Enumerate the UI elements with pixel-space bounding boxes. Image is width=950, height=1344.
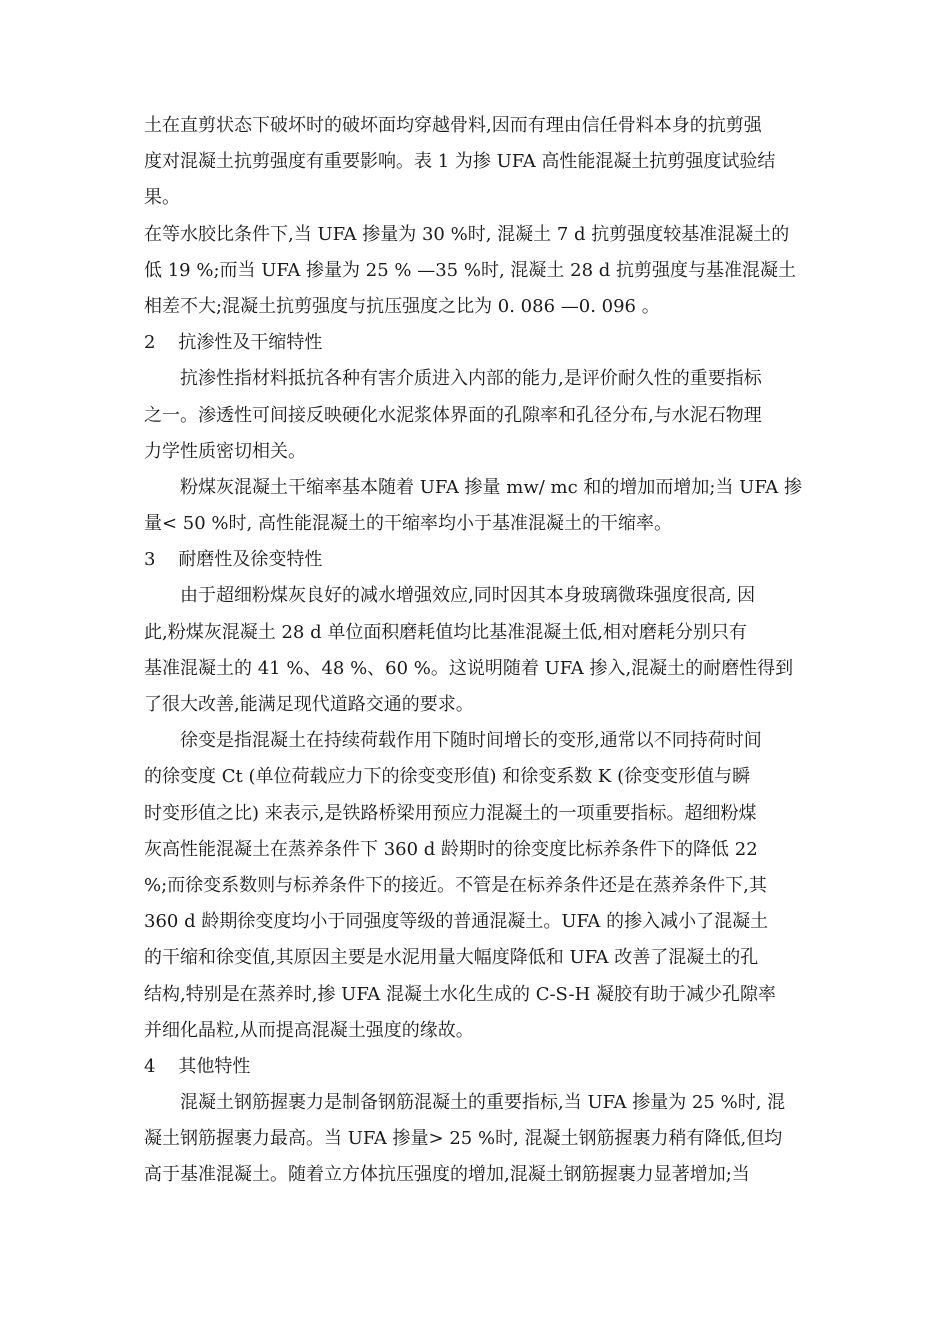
text-line: 凝土钢筋握裹力最高。当 UFA 掺量> 25 %时, 混凝土钢筋握裹力稍有降低,但均 [144, 1128, 783, 1150]
text-line: 土在直剪状态下破坏时的破坏面均穿越骨料,因而有理由信任骨料本身的抗剪强 [144, 115, 762, 136]
text-line: 的干缩和徐变值,其原因主要是水泥用量大幅度降低和 UFA 改善了混凝土的孔 [144, 947, 759, 969]
text-line: 360 d 龄期徐变度均小于同强度等级的普通混凝土。UFA 的掺入减小了混凝土 [144, 911, 769, 933]
text-line: 低 19 %;而当 UFA 掺量为 25 % —35 %时, 混凝土 28 d 抗剪强度与基准混凝土 [144, 259, 796, 281]
text-line: 时变形值之比) 来表示,是铁路桥梁用预应力混凝土的一项重要指标。超细粉煤 [144, 802, 757, 824]
text-line: 此,粉煤灰混凝土 28 d 单位面积磨耗值均比基准混凝土低,相对磨耗分别只有 [144, 621, 748, 643]
text-line: 量< 50 %时, 高性能混凝土的干缩率均小于基准混凝土的干缩率。 [144, 513, 672, 535]
text-line: 灰高性能混凝土在蒸养条件下 360 d 龄期时的徐变度比标养条件下的降低 22 [144, 838, 758, 860]
text-line: 度对混凝土抗剪强度有重要影响。表 1 为掺 UFA 高性能混凝土抗剪强度试验结 [144, 151, 776, 173]
document-body [144, 108, 808, 1194]
text-line: 果。 [144, 187, 180, 209]
section-heading: 3 耐磨性及徐变特性 [144, 549, 323, 571]
section-heading: 2 抗渗性及干缩特性 [144, 332, 323, 354]
text-line: 之一。渗透性可间接反映硬化水泥浆体界面的孔隙率和孔径分布,与水泥石物理 [144, 404, 762, 426]
text-line: 的徐变度 Ct (单位荷载应力下的徐变变形值) 和徐变系数 K (徐变变形值与瞬 [144, 766, 751, 788]
paragraph-first-line: 混凝土钢筋握裹力是制备钢筋混凝土的重要指标,当 UFA 掺量为 25 %时, 混 [180, 1092, 786, 1114]
paragraph-first-line: 由于超细粉煤灰良好的减水增强效应,同时因其本身玻璃微珠强度很高, 因 [180, 585, 756, 607]
text-line: 了很大改善,能满足现代道路交通的要求。 [144, 694, 474, 715]
text-line: 相差不大;混凝土抗剪强度与抗压强度之比为 0. 086 —0. 096 。 [144, 295, 660, 317]
paragraph-first-line: 抗渗性指材料抵抗各种有害介质进入内部的能力,是评价耐久性的重要指标 [180, 368, 762, 390]
section-heading: 4 其他特性 [144, 1055, 251, 1077]
paragraph-first-line: 粉煤灰混凝土干缩率基本随着 UFA 掺量 mw/ mc 和的增加而增加;当 UFA 掺 [180, 476, 802, 498]
text-line: 结构,特别是在蒸养时,掺 UFA 混凝土水化生成的 C-S-H 凝胶有助于减少孔隙率 [144, 983, 777, 1005]
text-line: 力学性质密切相关。 [144, 440, 306, 462]
text-line: 高于基准混凝土。随着立方体抗压强度的增加,混凝土钢筋握裹力显著增加;当 [144, 1164, 750, 1186]
text-line: 并细化晶粒,从而提高混凝土强度的缘故。 [144, 1019, 474, 1041]
paragraph-first-line: 徐变是指混凝土在持续荷载作用下随时间增长的变形,通常以不同持荷时间 [180, 730, 762, 752]
text-line: 在等水胶比条件下,当 UFA 掺量为 30 %时, 混凝土 7 d 抗剪强度较基准混凝土的 [144, 223, 790, 245]
text-line: 基准混凝土的 41 %、48 %、60 %。这说明随着 UFA 掺入,混凝土的耐磨性得到 [144, 657, 794, 679]
text-line: %;而徐变系数则与标养条件下的接近。不管是在标养条件还是在蒸养条件下,其 [144, 874, 767, 896]
